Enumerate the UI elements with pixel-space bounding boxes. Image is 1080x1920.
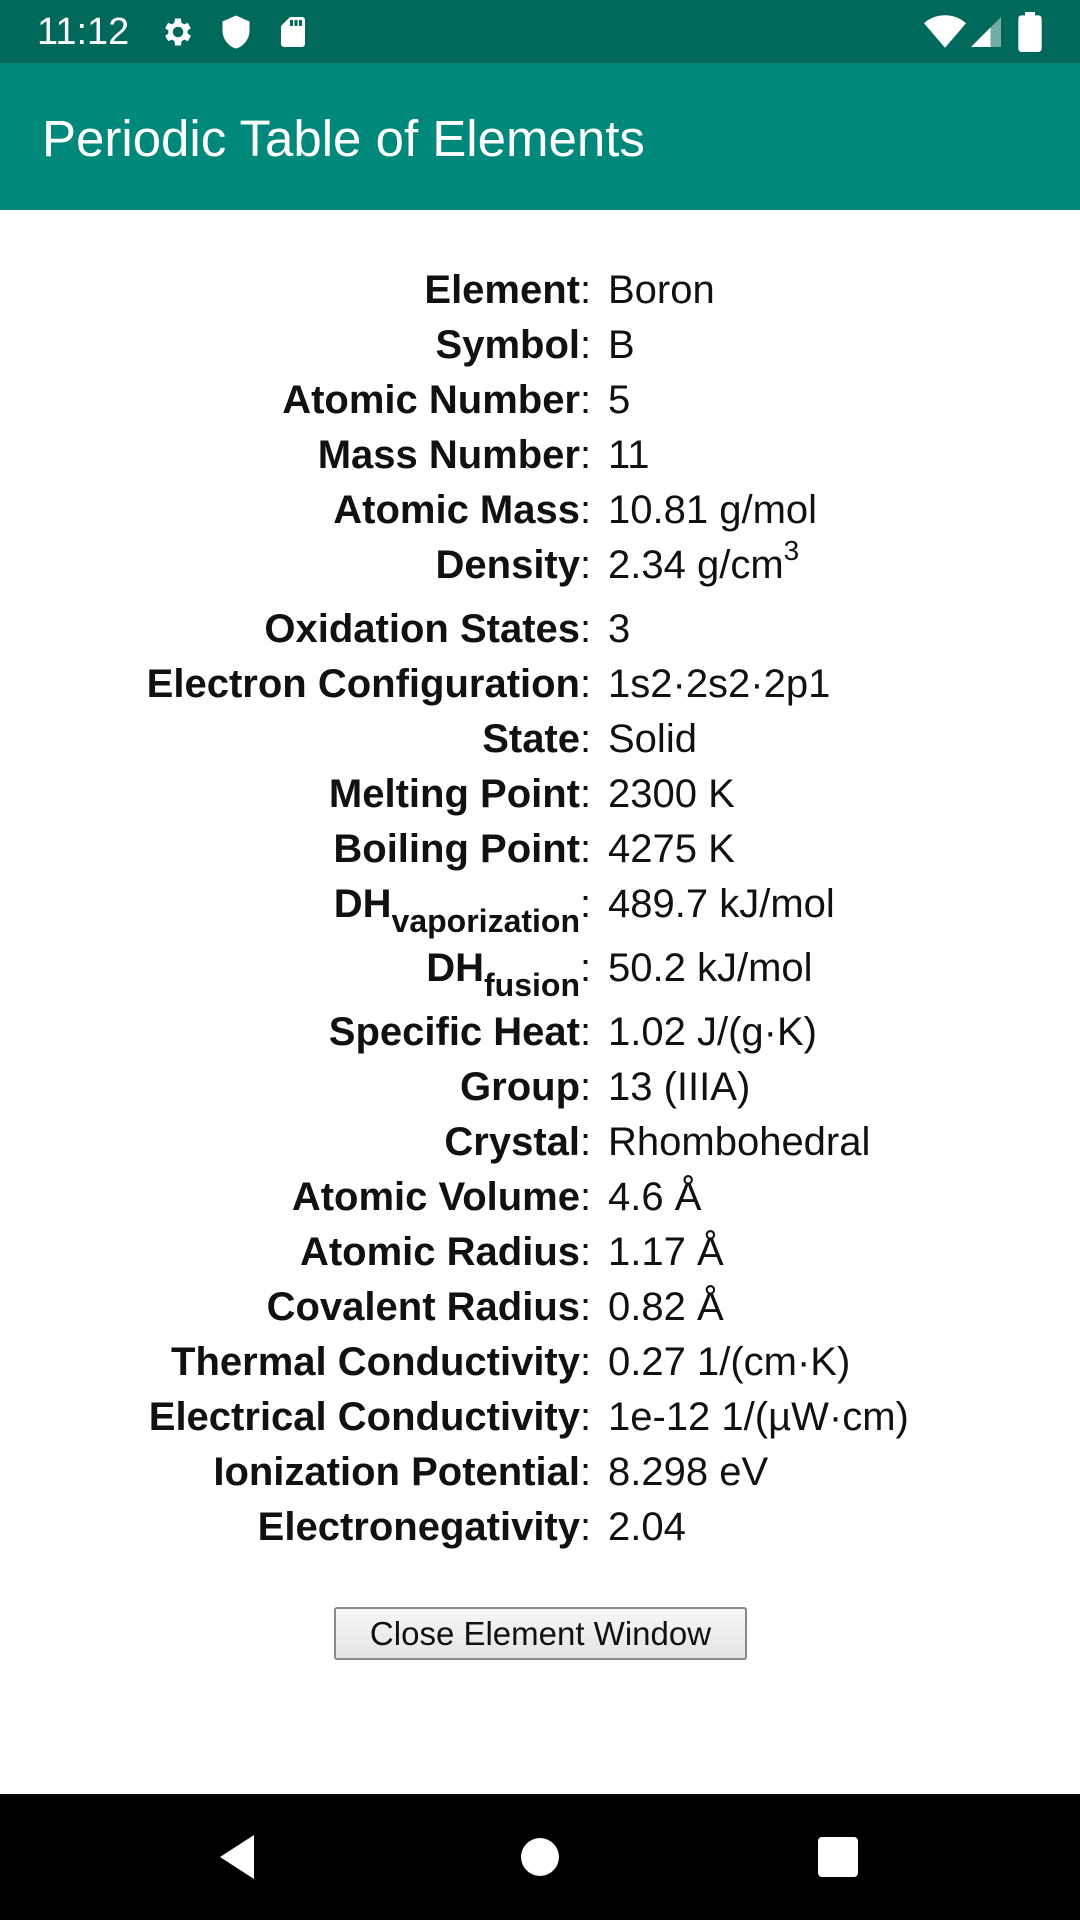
detail-row — [0, 486, 1080, 541]
detail-value: 4275 K — [608, 827, 735, 871]
detail-label: Ionization Potential — [213, 1450, 580, 1494]
detail-value: Boron — [608, 268, 715, 312]
detail-row — [0, 321, 1080, 376]
detail-value: 1.17 Å — [608, 1230, 724, 1274]
detail-value: 1e-12 1/(µW·cm) — [608, 1395, 909, 1439]
detail-separator: : — [580, 1285, 592, 1329]
detail-value: 1s2·2s2·2p1 — [608, 662, 831, 706]
detail-label: Atomic Mass — [333, 488, 580, 532]
detail-row — [0, 660, 1080, 715]
detail-label: Element — [424, 268, 580, 312]
detail-label: State — [482, 717, 580, 761]
detail-separator: : — [580, 378, 592, 422]
detail-label: Thermal Conductivity — [171, 1340, 580, 1384]
detail-label: Electron Configuration — [146, 662, 580, 706]
detail-row — [0, 431, 1080, 486]
detail-row — [0, 376, 1080, 431]
detail-row — [0, 1503, 1080, 1558]
detail-row — [0, 605, 1080, 660]
detail-separator: : — [580, 662, 592, 706]
detail-row — [0, 1173, 1080, 1228]
element-window — [0, 210, 1080, 1794]
detail-label: Crystal — [444, 1120, 580, 1164]
detail-separator: : — [580, 1065, 592, 1109]
detail-label: Covalent Radius — [266, 1285, 580, 1329]
detail-value: 2300 K — [608, 772, 735, 816]
navigation-bar — [0, 1794, 1080, 1920]
detail-value: 11 — [608, 433, 650, 477]
detail-separator: : — [580, 1395, 592, 1439]
battery-icon — [1016, 12, 1044, 52]
sd-card-icon — [275, 14, 311, 50]
detail-separator: : — [580, 717, 592, 761]
detail-row — [0, 266, 1080, 321]
detail-label: Specific Heat — [328, 1010, 580, 1054]
detail-value: 10.81 g/mol — [608, 488, 818, 532]
detail-separator: : — [580, 1230, 592, 1274]
detail-separator: : — [580, 543, 592, 587]
detail-row — [0, 1063, 1080, 1118]
detail-label: Atomic Radius — [299, 1230, 580, 1274]
detail-separator: : — [580, 882, 592, 926]
status-bar — [0, 0, 1080, 63]
detail-separator: : — [580, 1120, 592, 1164]
detail-label: $DH_{vaporization}$ — [333, 882, 580, 939]
detail-separator: : — [580, 946, 592, 990]
recents-icon[interactable] — [808, 1827, 868, 1887]
detail-label: Electronegativity — [257, 1505, 580, 1549]
shield-icon — [218, 14, 254, 50]
detail-value: 2.04 — [608, 1505, 686, 1549]
detail-value: B — [608, 323, 635, 367]
detail-value: 5 — [608, 378, 631, 422]
app-title: Periodic Table of Elements — [42, 110, 645, 167]
cell-signal-icon — [968, 14, 1004, 50]
detail-value: 13 (IIIA) — [608, 1065, 751, 1109]
detail-label: Symbol — [435, 323, 580, 367]
detail-separator: : — [580, 488, 592, 532]
detail-row — [0, 715, 1080, 770]
detail-label: Group — [460, 1065, 580, 1109]
detail-separator: : — [580, 827, 592, 871]
detail-value: 8.298 eV — [608, 1450, 769, 1494]
detail-row — [0, 534, 1080, 605]
detail-row — [0, 1283, 1080, 1338]
detail-label: $DH_{fusion}$ — [426, 946, 580, 1003]
detail-label: Melting Point — [328, 772, 580, 816]
detail-label: Atomic Number — [282, 378, 580, 422]
detail-label: Mass Number — [317, 433, 580, 477]
detail-value: 50.2 kJ/mol — [608, 946, 813, 990]
element-details-list — [0, 266, 1080, 1558]
detail-separator: : — [580, 607, 592, 651]
close-element-window-button[interactable]: Close Element Window — [334, 1607, 747, 1660]
detail-separator: : — [580, 433, 592, 477]
detail-row — [0, 944, 1080, 1008]
detail-separator: : — [580, 323, 592, 367]
detail-row — [0, 1448, 1080, 1503]
detail-label: Density — [435, 543, 580, 587]
detail-value: 0.27 1/(cm·K) — [608, 1340, 851, 1384]
detail-value: 489.7 kJ/mol — [608, 882, 835, 926]
detail-value: 3 — [608, 607, 631, 651]
detail-value: Rhombohedral — [608, 1120, 871, 1164]
detail-row — [0, 1393, 1080, 1448]
detail-separator: : — [580, 772, 592, 816]
app-bar — [0, 63, 1080, 210]
status-time: 11:12 — [37, 11, 130, 53]
detail-separator: : — [580, 1505, 592, 1549]
detail-value: 4.6 Å — [608, 1175, 702, 1219]
detail-row — [0, 1118, 1080, 1173]
detail-row — [0, 770, 1080, 825]
detail-row — [0, 825, 1080, 880]
gear-icon — [160, 14, 196, 50]
detail-label: Electrical Conductivity — [148, 1395, 580, 1439]
detail-value: 1.02 J/(g·K) — [608, 1010, 817, 1054]
detail-separator: : — [580, 1340, 592, 1384]
detail-row — [0, 880, 1080, 944]
detail-value: 2.34 $g/cm^3$ — [608, 534, 800, 587]
back-icon[interactable] — [210, 1827, 270, 1887]
detail-separator: : — [580, 1175, 592, 1219]
detail-value: Solid — [608, 717, 697, 761]
detail-label: Atomic Volume — [291, 1175, 580, 1219]
detail-separator: : — [580, 1010, 592, 1054]
home-icon[interactable] — [510, 1827, 570, 1887]
detail-row — [0, 1008, 1080, 1063]
detail-separator: : — [580, 268, 592, 312]
detail-separator: : — [580, 1450, 592, 1494]
detail-value: 0.82 Å — [608, 1285, 724, 1329]
detail-label: Oxidation States — [264, 607, 580, 651]
detail-row — [0, 1338, 1080, 1393]
wifi-icon — [924, 14, 966, 50]
detail-row — [0, 1228, 1080, 1283]
detail-label: Boiling Point — [333, 827, 580, 871]
